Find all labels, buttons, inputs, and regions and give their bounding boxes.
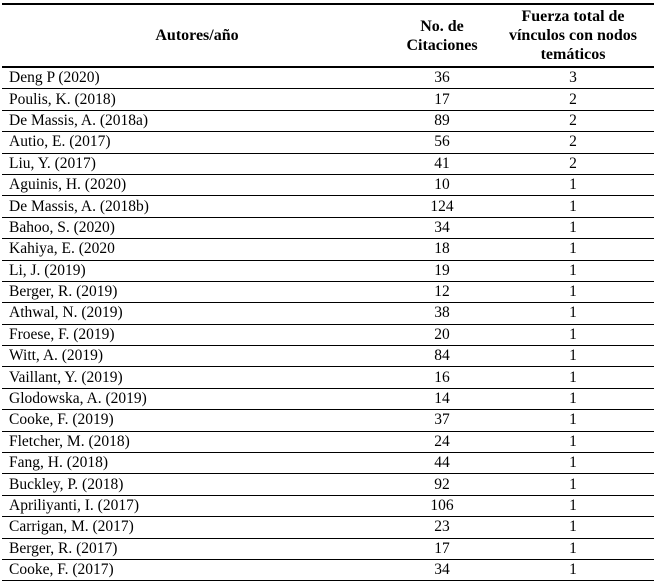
author-cell: Berger, R. (2017) [2, 538, 392, 559]
citations-cell: 12 [392, 281, 492, 302]
citations-cell: 84 [392, 346, 492, 367]
author-cell: Fletcher, M. (2018) [2, 431, 392, 452]
citations-cell: 124 [392, 196, 492, 217]
table-row [2, 196, 654, 217]
author-cell: Froese, F. (2019) [2, 324, 392, 345]
author-cell: Aguinis, H. (2020) [2, 174, 392, 195]
author-cell: Cooke, F. (2019) [2, 410, 392, 431]
links-cell: 1 [492, 388, 654, 409]
table-row [2, 67, 654, 89]
citations-cell: 34 [392, 217, 492, 238]
links-cell: 1 [492, 174, 654, 195]
author-cell: De Massis, A. (2018a) [2, 110, 392, 131]
links-cell: 1 [492, 260, 654, 281]
citations-cell: 14 [392, 388, 492, 409]
author-cell: Berger, R. (2019) [2, 281, 392, 302]
links-cell: 1 [492, 346, 654, 367]
links-cell: 1 [492, 495, 654, 516]
table-row [2, 453, 654, 474]
table-row [2, 132, 654, 153]
citations-cell: 20 [392, 324, 492, 345]
table-row [2, 495, 654, 516]
author-cell: Apriliyanti, I. (2017) [2, 495, 392, 516]
links-cell: 2 [492, 89, 654, 110]
citations-cell: 44 [392, 453, 492, 474]
citations-cell: 92 [392, 474, 492, 495]
citations-cell: 16 [392, 367, 492, 388]
links-cell: 1 [492, 474, 654, 495]
citations-cell: 56 [392, 132, 492, 153]
author-cell: Autio, E. (2017) [2, 132, 392, 153]
table-row [2, 217, 654, 238]
citations-cell: 36 [392, 67, 492, 89]
links-cell: 1 [492, 453, 654, 474]
table-row [2, 431, 654, 452]
author-cell: Buckley, P. (2018) [2, 474, 392, 495]
table-row [2, 410, 654, 431]
author-cell: De Massis, A. (2018b) [2, 196, 392, 217]
links-cell: 1 [492, 196, 654, 217]
links-cell: 3 [492, 67, 654, 89]
table-row [2, 324, 654, 345]
author-cell: Poulis, K. (2018) [2, 89, 392, 110]
author-cell: Athwal, N. (2019) [2, 303, 392, 324]
author-cell: Deng P (2020) [2, 67, 392, 89]
citations-cell: 18 [392, 239, 492, 260]
author-cell: Witt, A. (2019) [2, 346, 392, 367]
links-cell: 1 [492, 324, 654, 345]
links-cell: 2 [492, 110, 654, 131]
table-row [2, 303, 654, 324]
links-cell: 2 [492, 153, 654, 174]
table-row [2, 110, 654, 131]
author-cell: Glodowska, A. (2019) [2, 388, 392, 409]
table-row [2, 153, 654, 174]
table-row [2, 559, 654, 581]
citations-cell: 38 [392, 303, 492, 324]
table-row [2, 174, 654, 195]
citations-cell: 17 [392, 538, 492, 559]
citations-cell: 34 [392, 559, 492, 581]
links-cell: 1 [492, 538, 654, 559]
author-cell: Fang, H. (2018) [2, 453, 392, 474]
table-row [2, 346, 654, 367]
links-cell: 1 [492, 517, 654, 538]
col-header-citations: No. de Citaciones [392, 4, 492, 67]
links-cell: 1 [492, 367, 654, 388]
table-row [2, 260, 654, 281]
citations-cell: 24 [392, 431, 492, 452]
table-row [2, 239, 654, 260]
links-cell: 1 [492, 303, 654, 324]
links-cell: 1 [492, 410, 654, 431]
citations-cell: 19 [392, 260, 492, 281]
links-cell: 1 [492, 281, 654, 302]
citations-cell: 10 [392, 174, 492, 195]
citations-cell: 23 [392, 517, 492, 538]
author-cell: Carrigan, M. (2017) [2, 517, 392, 538]
links-cell: 1 [492, 239, 654, 260]
author-cell: Bahoo, S. (2020) [2, 217, 392, 238]
table-row [2, 538, 654, 559]
table-header [2, 4, 654, 67]
table-row [2, 517, 654, 538]
links-cell: 2 [492, 132, 654, 153]
citations-cell: 37 [392, 410, 492, 431]
author-cell: Kahiya, E. (2020 [2, 239, 392, 260]
col-header-authors-year: Autores/año [2, 4, 392, 67]
citations-table [2, 3, 654, 581]
table-row [2, 281, 654, 302]
header-row [2, 4, 654, 67]
col-header-link-strength: Fuerza total de vínculos con nodos temáticos [492, 4, 654, 67]
table-row [2, 367, 654, 388]
table-row [2, 474, 654, 495]
table-row [2, 89, 654, 110]
links-cell: 1 [492, 559, 654, 581]
author-cell: Cooke, F. (2017) [2, 559, 392, 581]
links-cell: 1 [492, 431, 654, 452]
author-cell: Li, J. (2019) [2, 260, 392, 281]
table-body [2, 67, 654, 581]
author-cell: Liu, Y. (2017) [2, 153, 392, 174]
citations-cell: 17 [392, 89, 492, 110]
citations-cell: 41 [392, 153, 492, 174]
links-cell: 1 [492, 217, 654, 238]
table-row [2, 388, 654, 409]
citations-cell: 89 [392, 110, 492, 131]
author-cell: Vaillant, Y. (2019) [2, 367, 392, 388]
citations-cell: 106 [392, 495, 492, 516]
